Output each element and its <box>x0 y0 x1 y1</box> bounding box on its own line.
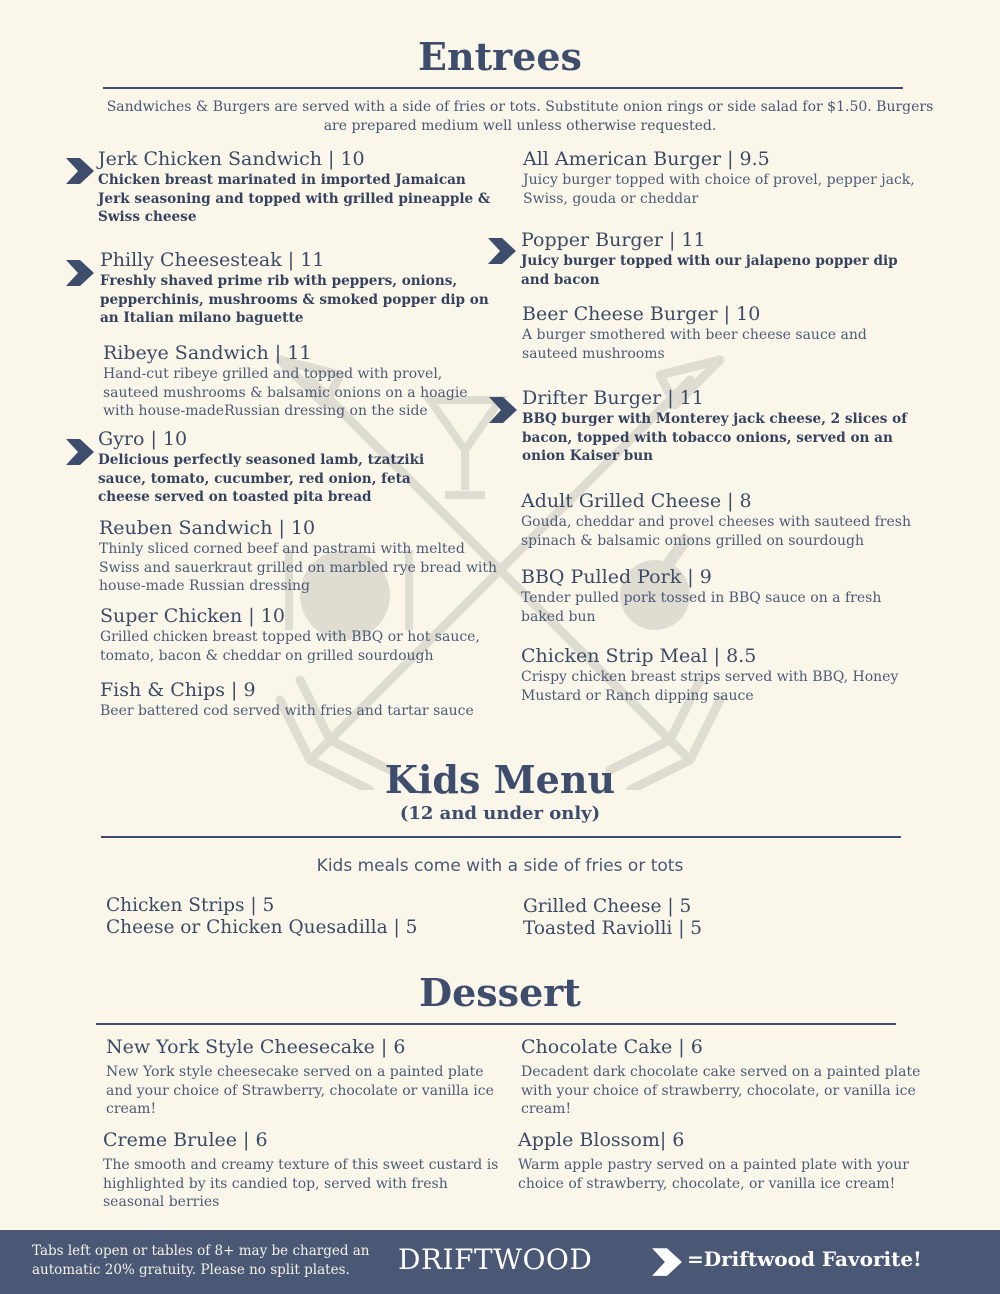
brand-logo: DRIFTWOOD <box>398 1243 593 1276</box>
item-title: Apple Blossom| 6 <box>518 1129 685 1151</box>
item-title: Ribeye Sandwich | 11 <box>103 342 312 364</box>
entrees-note: Sandwiches & Burgers are served with a side of fries or tots. Substitute onion rings or side salad for $1.50. Burgers are prepared medium well unless otherwise requested. <box>106 99 934 134</box>
item-description: Grilled chicken breast topped with BBQ or hot sauce, tomato, bacon & cheddar on grilled sourdough <box>100 629 480 664</box>
kids-item: Cheese or Chicken Quesadilla | 5 <box>106 917 418 938</box>
kids-item: Toasted Raviolli | 5 <box>523 918 703 939</box>
dessert-item-creme-brulee <box>103 1129 508 1212</box>
item-title: New York Style Cheesecake | 6 <box>106 1036 406 1058</box>
item-title: Drifter Burger | 11 <box>522 387 704 409</box>
menu-item-drifter-burger <box>522 387 922 466</box>
item-description: Beer battered cod served with fries and tartar sauce <box>100 703 474 719</box>
item-description: A burger smothered with beer cheese sauce and sauteed mushrooms <box>522 327 867 362</box>
kids-heading: Kids Menu <box>384 757 616 802</box>
item-description: The smooth and creamy texture of this sweet custard is highlighted by its candied top, served with fresh seasonal berries <box>103 1157 499 1210</box>
item-title: Adult Grilled Cheese | 8 <box>521 490 752 512</box>
kids-note: Kids meals come with a side of fries or tots <box>316 856 684 876</box>
item-description: Gouda, cheddar and provel cheeses with sauteed fresh spinach & balsamic onions grilled on sourdough <box>521 514 911 549</box>
item-title: Beer Cheese Burger | 10 <box>522 303 761 325</box>
menu-item-super-chicken <box>100 605 495 665</box>
kids-item: Chicken Strips | 5 <box>106 895 275 916</box>
menu-item-popper-burger <box>521 229 921 289</box>
dessert-item-apple-blossom <box>518 1129 918 1193</box>
item-description: Freshly shaved prime rib with peppers, onions, pepperchinis, mushrooms & smoked popper dip on an Italian milano baguette <box>100 273 489 326</box>
dessert-divider <box>96 1023 896 1025</box>
dessert-item-chocolate-cake <box>521 1036 921 1119</box>
kids-divider <box>101 836 901 838</box>
favorite-legend: =Driftwood Favorite! <box>687 1247 922 1271</box>
item-title: Chocolate Cake | 6 <box>521 1036 703 1058</box>
item-description: New York style cheesecake served on a painted plate and your choice of Strawberry, chocolate or vanilla ice cream! <box>106 1064 494 1117</box>
item-description: Crispy chicken breast strips served with BBQ, Honey Mustard or Ranch dipping sauce <box>521 669 899 704</box>
footer-bar <box>0 1230 1000 1294</box>
favorite-chevron-icon <box>64 157 96 185</box>
item-description: BBQ burger with Monterey jack cheese, 2 slices of bacon, topped with tobacco onions, served on an onion Kaiser bun <box>522 411 908 464</box>
favorite-chevron-icon <box>650 1247 684 1277</box>
item-description: Delicious perfectly seasoned lamb, tzatziki sauce, tomato, cucumber, red onion, feta cheese served on toasted pita bread <box>98 452 425 505</box>
favorite-chevron-icon <box>487 396 519 424</box>
item-description: Juicy burger topped with choice of provel, pepper jack, Swiss, gouda or cheddar <box>523 172 915 207</box>
item-description: Juicy burger topped with our jalapeno popper dip and bacon <box>521 253 898 288</box>
item-description: Chicken breast marinated in imported Jamaican Jerk seasoning and topped with grilled pineapple & Swiss cheese <box>98 172 491 225</box>
kids-item: Grilled Cheese | 5 <box>523 896 692 917</box>
entrees-divider <box>103 87 903 89</box>
gratuity-note: Tabs left open or tables of 8+ may be charged an automatic 20% gratuity. Please no split plates. <box>32 1243 370 1278</box>
item-title: Jerk Chicken Sandwich | 10 <box>98 148 365 170</box>
item-title: Popper Burger | 11 <box>521 229 706 251</box>
menu-item-reuben-sandwich <box>99 517 499 596</box>
menu-item-fish-chips <box>100 679 500 721</box>
item-description: Warm apple pastry served on a painted plate with your choice of strawberry, chocolate, or vanilla ice cream! <box>518 1157 909 1192</box>
favorite-chevron-icon <box>64 259 96 287</box>
entrees-heading: Entrees <box>418 34 582 79</box>
item-title: Fish & Chips | 9 <box>100 679 256 701</box>
menu-item-all-american-burger <box>523 148 923 208</box>
menu-item-philly-cheesesteak <box>100 249 500 328</box>
item-title: BBQ Pulled Pork | 9 <box>521 566 712 588</box>
menu-item-gyro <box>98 428 428 507</box>
dessert-heading: Dessert <box>419 970 581 1015</box>
menu-item-jerk-chicken <box>98 148 498 227</box>
item-description: Hand-cut ribeye grilled and topped with provel, sauteed mushrooms & balsamic onions on a hoagie with house-madeRussian dressing on the side <box>103 366 468 419</box>
menu-item-bbq-pulled-pork <box>521 566 921 626</box>
item-title: All American Burger | 9.5 <box>523 148 770 170</box>
item-title: Creme Brulee | 6 <box>103 1129 268 1151</box>
item-title: Chicken Strip Meal | 8.5 <box>521 645 757 667</box>
menu-item-ribeye-sandwich <box>103 342 498 421</box>
item-title: Reuben Sandwich | 10 <box>99 517 316 539</box>
menu-item-chicken-strip-meal <box>521 645 906 705</box>
item-description: Decadent dark chocolate cake served on a painted plate with your choice of strawberry, chocolate, or vanilla ice cream! <box>521 1064 921 1117</box>
favorite-chevron-icon <box>486 237 518 265</box>
item-title: Philly Cheesesteak | 11 <box>100 249 325 271</box>
menu-item-beer-cheese-burger <box>522 303 922 363</box>
dessert-item-cheesecake <box>106 1036 506 1119</box>
item-title: Super Chicken | 10 <box>100 605 285 627</box>
favorite-chevron-icon <box>64 438 96 466</box>
menu-item-adult-grilled-cheese <box>521 490 921 550</box>
item-description: Tender pulled pork tossed in BBQ sauce on a fresh baked bun <box>521 590 882 625</box>
kids-subheading: (12 and under only) <box>399 803 601 824</box>
item-title: Gyro | 10 <box>98 428 188 450</box>
item-description: Thinly sliced corned beef and pastrami with melted Swiss and sauerkraut grilled on marbled rye bread with house-made Russian dressing <box>99 541 498 594</box>
